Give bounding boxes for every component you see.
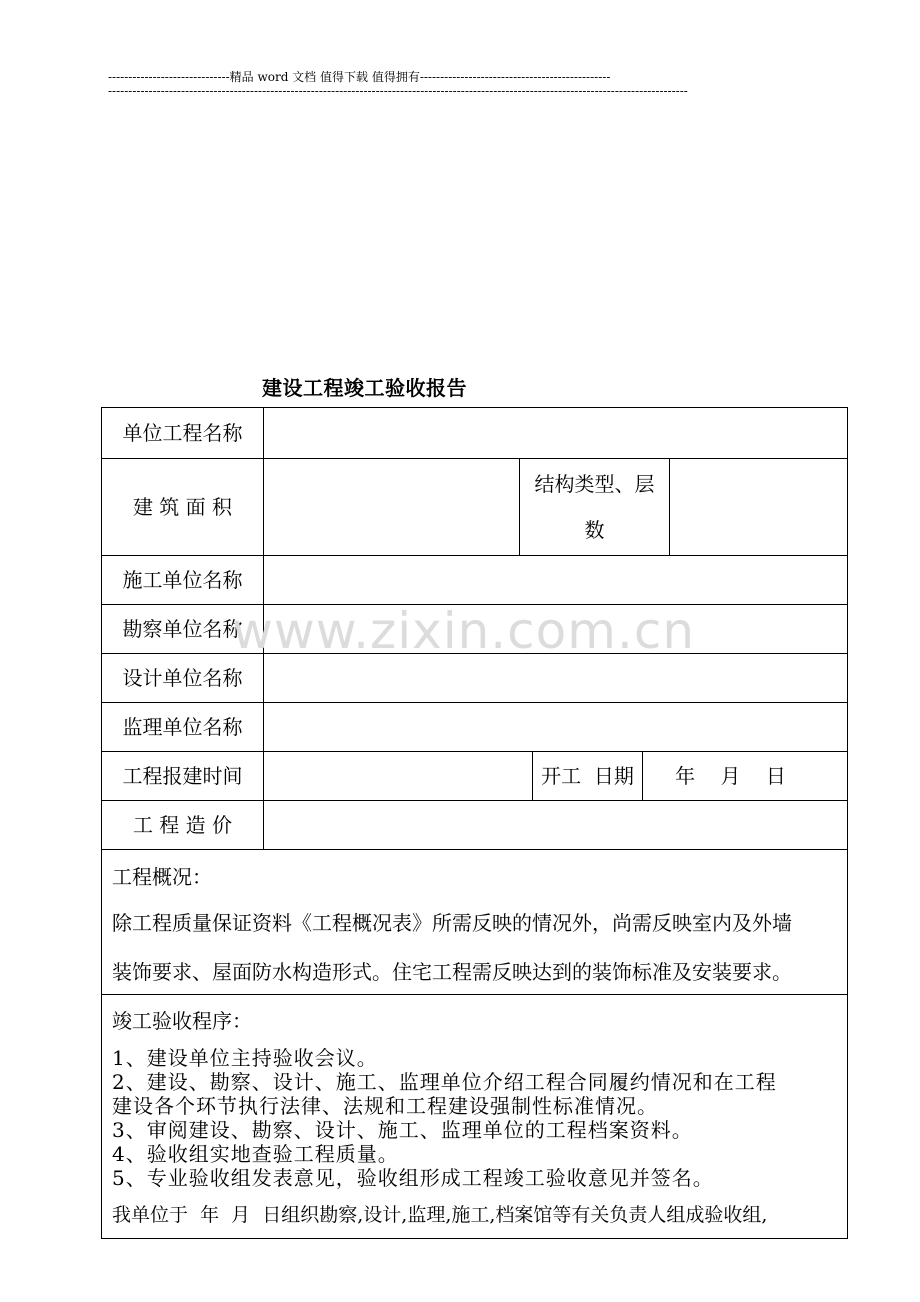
design-unit-label: 设计单位名称 — [122, 665, 243, 690]
structure-type-label-line-2: 数 — [584, 517, 605, 542]
overview-line-1: 除工程质量保证资料《工程概况表》所需反映的情况外，尚需反映室内及外墙 — [112, 911, 792, 935]
procedure-step-1: 1、建设单位主持验收会议。 — [112, 1046, 378, 1070]
row-divider — [102, 994, 847, 995]
unit-project-name-label: 单位工程名称 — [122, 421, 243, 445]
building-area-label: 建 筑 面 积 — [132, 494, 233, 519]
structure-type-label — [520, 458, 669, 555]
supervision-unit-field[interactable] — [264, 702, 848, 751]
procedure-step-3: 3、审阅建设、勘察、设计、施工、监理单位的工程档案资料。 — [112, 1118, 693, 1142]
unit-project-name-field[interactable] — [264, 408, 848, 458]
start-date-label: 开工 日期 — [541, 763, 634, 788]
row-divider — [102, 849, 847, 850]
procedure-step-4: 4、验收组实地查验工程质量。 — [112, 1142, 399, 1166]
start-date-field[interactable]: 年 月 日 — [675, 763, 786, 788]
header-line-1: ------------------------------精品 word 文档 值得下载 值得拥有----------------------------------------------- — [108, 70, 611, 84]
design-unit-field[interactable] — [264, 653, 848, 702]
procedure-step-2-cont: 建设各个环节执行法律、法规和工程建设强制性标准情况。 — [112, 1094, 658, 1118]
procedure-step-2: 2、建设、勘察、设计、施工、监理单位介绍工程合同履约情况和在工程 — [112, 1070, 777, 1094]
construction-unit-field[interactable] — [264, 555, 848, 604]
procedure-step-5: 5、专业验收组发表意见，验收组形成工程竣工验收意见并签名。 — [112, 1166, 714, 1190]
structure-type-label-line-1: 结构类型、层 — [534, 471, 655, 496]
overview-line-2: 装饰要求、屋面防水构造形式。住宅工程需反映达到的装饰标准及安装要求。 — [112, 960, 792, 984]
report-time-field[interactable] — [264, 751, 532, 800]
survey-unit-label: 勘察单位名称 — [122, 616, 243, 641]
project-cost-label: 工 程 造 价 — [132, 812, 233, 837]
supervision-unit-label: 监理单位名称 — [122, 714, 243, 739]
procedure-closing: 我单位于 年 月 日组织勘察,设计,监理,施工,档案馆等有关负责人组成验收组, — [112, 1204, 768, 1226]
acceptance-report-form — [101, 407, 848, 1239]
page-title: 建设工程竣工验收报告 — [262, 376, 467, 400]
watermark: www.zixin.com.cn — [232, 602, 696, 660]
overview-heading: 工程概况： — [112, 865, 212, 889]
building-area-field[interactable] — [264, 458, 519, 555]
header-line-2: ----------------------------------------------------------------------------------------------------------------------------------------------- — [108, 84, 688, 98]
project-cost-field[interactable] — [264, 800, 848, 849]
structure-type-field[interactable] — [670, 458, 848, 555]
procedure-heading: 竣工验收程序： — [112, 1009, 252, 1033]
construction-unit-label: 施工单位名称 — [122, 567, 243, 592]
report-time-label: 工程报建时间 — [122, 763, 243, 788]
survey-unit-field[interactable] — [264, 604, 848, 653]
